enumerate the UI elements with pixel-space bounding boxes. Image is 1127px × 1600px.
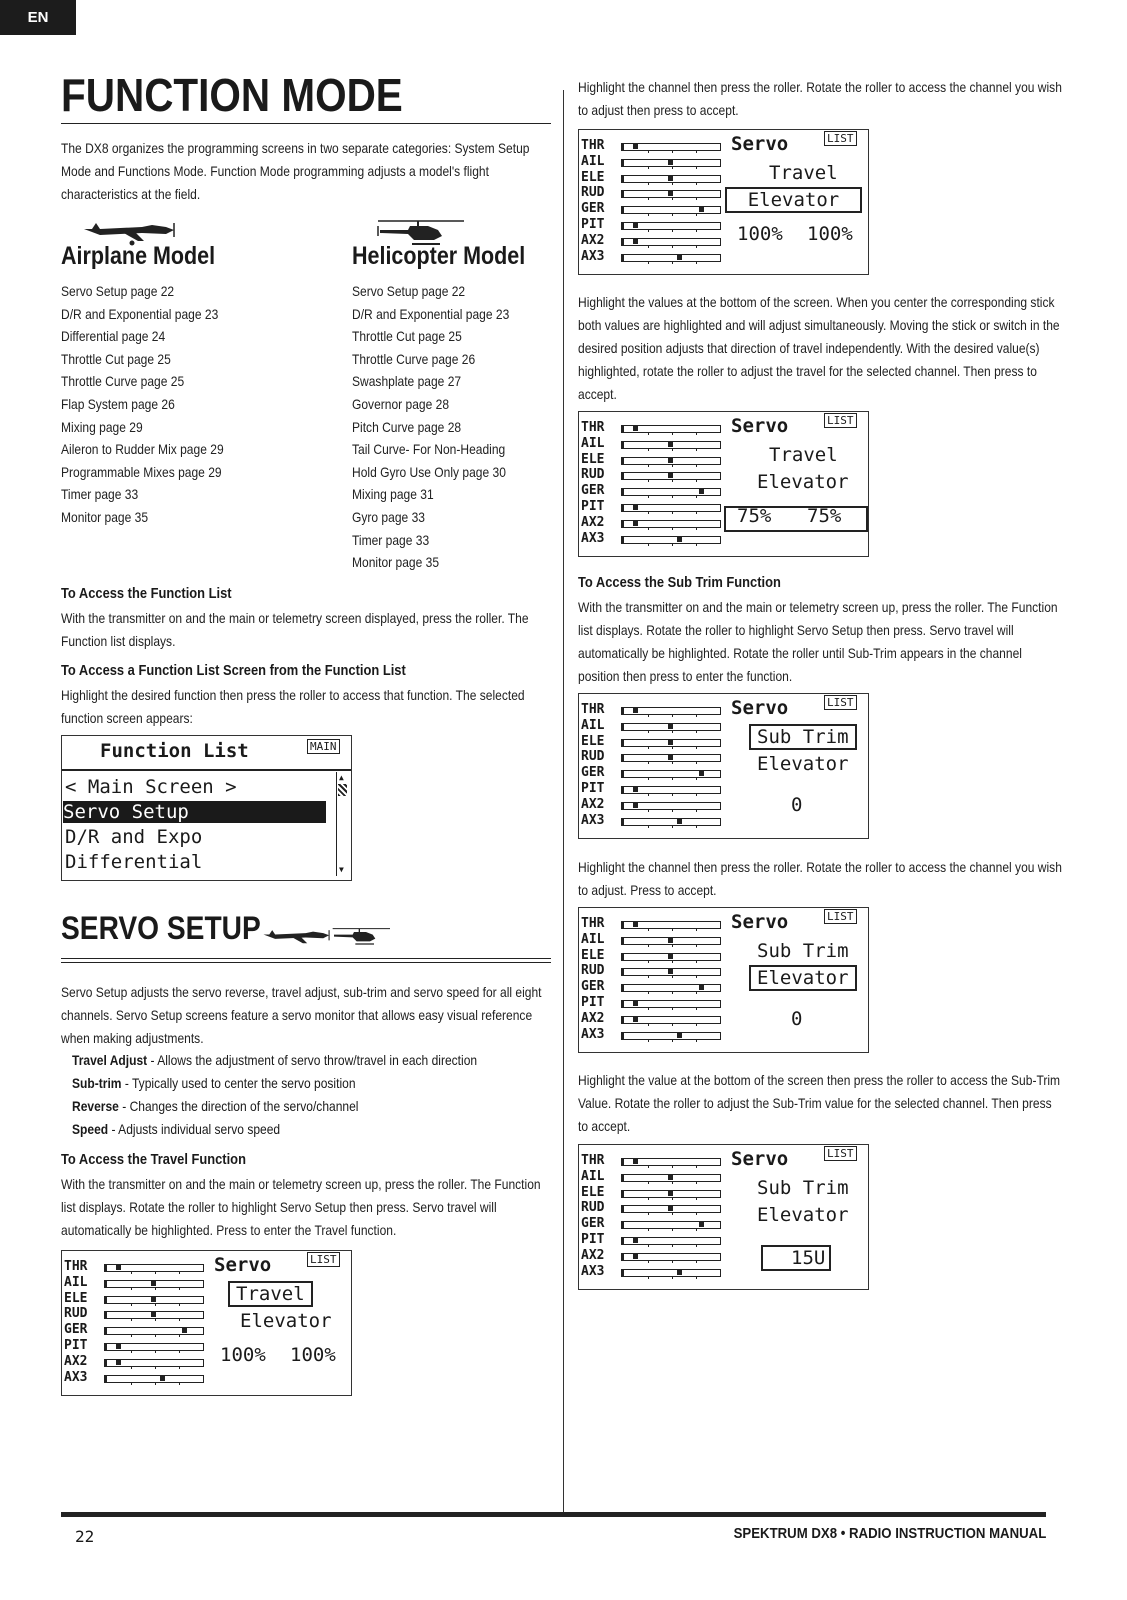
feature-sub-trim: Sub-trim - Typically used to center the servo position	[72, 1075, 356, 1091]
right-para-1: Highlight the channel then press the roller. Rotate the roller to access the channel you wish to adjust then press to accept.	[578, 79, 1062, 118]
channel-name: Elevator	[757, 1204, 849, 1226]
list-item: Gyro page 33	[352, 508, 425, 525]
channel-name: Elevator	[757, 471, 849, 493]
list-item: Mixing page 29	[61, 418, 143, 435]
channel-name: Elevator	[749, 965, 857, 991]
travel-function-heading: To Access the Travel Function	[61, 1151, 246, 1168]
channel-label: AIL	[581, 931, 605, 947]
servo-position-marker	[677, 1032, 682, 1038]
feature-travel-adjust: Travel Adjust - Allows the adjustment of servo throw/travel in each direction	[72, 1052, 478, 1068]
channel-label: PIT	[581, 781, 605, 796]
function-list-title: Function List	[100, 740, 249, 762]
right-para-2: Highlight the values at the bottom of the screen. When you center the corresponding stick both values are highlighted and will adjust simultaneously. Moving the stick or switch in the desired position adjusts that direction of travel independently. With the desired value(s) highlighted, rotate the roller to adjust the travel for the selected channel. Then press to accept.	[578, 294, 1060, 402]
servo-position-marker	[668, 1190, 673, 1196]
channel-label: GER	[581, 201, 605, 217]
servo-position-bar	[621, 707, 721, 715]
access-screen-heading: To Access a Function List Screen from the Function List	[61, 662, 406, 679]
travel-value-high: 100%	[290, 1344, 336, 1366]
servo-position-marker	[699, 488, 704, 494]
servo-title-rule-2	[61, 962, 551, 963]
feature-speed: Speed - Adjusts individual servo speed	[72, 1121, 281, 1137]
servo-position-marker	[151, 1280, 156, 1286]
servo-position-marker	[668, 441, 673, 447]
list-item: Pitch Curve page 28	[352, 418, 462, 435]
channel-label: AX3	[581, 248, 605, 264]
servo-position-marker	[668, 472, 673, 478]
servo-position-bar	[104, 1280, 204, 1288]
channel-label: RUD	[581, 1200, 605, 1216]
function-name: Sub Trim	[757, 1177, 849, 1199]
channel-label: AX2	[64, 1353, 88, 1369]
function-name: Travel	[769, 162, 838, 184]
function-name: Sub Trim	[757, 940, 849, 962]
channel-label: RUD	[581, 749, 605, 765]
scroll-up-icon: ▲	[339, 773, 344, 782]
channel-name: Elevator	[240, 1310, 332, 1332]
servo-title: Servo	[214, 1254, 272, 1276]
servo-position-bar	[621, 238, 721, 246]
servo-setup-intro: Servo Setup adjusts the servo reverse, travel adjust, sub-trim and servo speed for all eight channels. Servo Setup screens feature a servo monitor that allows easy visual reference when making adjustments.	[61, 984, 542, 1046]
list-item: D/R and Exponential page 23	[61, 305, 219, 322]
travel-value-high: 75%	[807, 505, 842, 527]
servo-position-bar	[621, 190, 721, 198]
servo-position-bar	[621, 1032, 721, 1040]
channel-label: THR	[581, 1153, 605, 1168]
channel-label: ELE	[581, 451, 605, 467]
servo-setup-title: SERVO SETUP	[61, 910, 261, 946]
list-tag: LIST	[824, 131, 857, 146]
channel-label: AX2	[581, 1247, 605, 1263]
servo-position-marker	[633, 1016, 638, 1022]
servo-position-bar	[621, 818, 721, 826]
servo-position-bar	[104, 1264, 204, 1272]
channel-label: PIT	[581, 1232, 605, 1247]
page-number: 22	[75, 1527, 95, 1546]
list-item: Throttle Curve page 26	[352, 350, 476, 367]
list-item: Timer page 33	[352, 531, 430, 548]
servo-position-marker	[116, 1343, 121, 1349]
servo-position-marker	[160, 1375, 165, 1381]
servo-position-marker	[633, 520, 638, 526]
servo-position-bar	[621, 739, 721, 747]
servo-position-bar	[621, 520, 721, 528]
airplane-model-heading: Airplane Model	[61, 242, 216, 270]
channel-label: AX3	[581, 530, 605, 546]
servo-position-bar	[621, 1190, 721, 1198]
servo-title: Servo	[731, 911, 789, 933]
travel-value-low: 100%	[220, 1344, 266, 1366]
list-item: D/R and Exponential page 23	[352, 305, 510, 322]
servo-travel-screen-3	[578, 411, 869, 557]
list-tag: LIST	[824, 909, 857, 924]
title-rule	[61, 123, 551, 124]
channel-label: AX2	[581, 1010, 605, 1026]
channel-label: ELE	[64, 1290, 88, 1306]
servo-position-bar	[104, 1343, 204, 1351]
column-divider	[563, 90, 564, 1513]
servo-position-bar	[621, 1205, 721, 1213]
servo-position-marker	[668, 175, 673, 181]
servo-position-marker	[633, 786, 638, 792]
helicopter-model-heading: Helicopter Model	[352, 242, 526, 270]
function-name: Sub Trim	[749, 724, 857, 750]
channel-label: GER	[581, 765, 605, 781]
servo-position-bar	[621, 472, 721, 480]
servo-position-marker	[116, 1359, 121, 1365]
list-item: Hold Gyro Use Only page 30	[352, 463, 506, 480]
channel-label: ELE	[581, 169, 605, 185]
servo-position-bar	[621, 1253, 721, 1261]
servo-position-bar	[621, 457, 721, 465]
helicopter-icon	[330, 924, 394, 948]
servo-position-marker	[633, 1237, 638, 1243]
access-function-list-text: With the transmitter on and the main or telemetry screen displayed, press the roller. The Function list displays.	[61, 610, 529, 649]
manual-title: SPEKTRUM DX8 • RADIO INSTRUCTION MANUAL	[733, 1525, 1046, 1542]
channel-label: AIL	[581, 717, 605, 733]
subtrim-value: 0	[791, 794, 803, 816]
channel-label: AIL	[581, 435, 605, 451]
servo-position-bar	[621, 254, 721, 262]
function-name: Travel	[769, 444, 838, 466]
channel-label: ELE	[581, 733, 605, 749]
scroll-down-icon: ▼	[339, 865, 344, 874]
channel-label: AX2	[581, 796, 605, 812]
servo-position-bar	[621, 953, 721, 961]
servo-position-marker	[668, 937, 673, 943]
access-screen-text: Highlight the desired function then press the roller to access that function. The selected function screen appears:	[61, 687, 525, 726]
servo-subtrim-screen-2	[578, 907, 869, 1053]
channel-label: ELE	[581, 1184, 605, 1200]
servo-position-bar	[621, 1158, 721, 1166]
servo-title-rule	[61, 958, 551, 959]
servo-position-marker	[633, 1000, 638, 1006]
airplane-icon	[262, 924, 332, 948]
servo-position-marker	[668, 968, 673, 974]
servo-position-bar	[621, 222, 721, 230]
servo-position-bar	[621, 159, 721, 167]
list-item: Swashplate page 27	[352, 373, 462, 390]
channel-label: AX3	[581, 812, 605, 828]
channel-label: AX3	[581, 1263, 605, 1279]
channel-label: THR	[581, 420, 605, 435]
servo-position-bar	[104, 1375, 204, 1383]
channel-label: GER	[581, 1216, 605, 1232]
channel-label: AX2	[581, 514, 605, 530]
travel-value-low: 75%	[737, 505, 772, 527]
right-para-3: With the transmitter on and the main or telemetry screen up, press the roller. The Function list displays. Rotate the roller to highlight Servo Setup then press. Servo travel will automatically be highlighted. Rotate the roller until Sub-Trim appears in the channel position then press to enter the function.	[578, 599, 1058, 684]
list-item: Aileron to Rudder Mix page 29	[61, 441, 224, 458]
servo-position-bar	[621, 968, 721, 976]
channel-label: GER	[581, 979, 605, 995]
channel-label: AX3	[64, 1369, 88, 1385]
servo-position-bar	[621, 206, 721, 214]
servo-position-bar	[621, 723, 721, 731]
servo-position-marker	[699, 770, 704, 776]
servo-position-marker	[633, 1158, 638, 1164]
list-item: Throttle Cut page 25	[352, 328, 462, 345]
servo-position-bar	[104, 1359, 204, 1367]
airplane-function-list	[61, 280, 224, 529]
channel-label: PIT	[581, 995, 605, 1010]
channel-label: GER	[64, 1322, 88, 1338]
scroll-thumb	[338, 784, 347, 796]
channel-label: THR	[64, 1259, 88, 1274]
servo-position-marker	[182, 1327, 187, 1333]
servo-position-bar	[104, 1296, 204, 1304]
servo-title: Servo	[731, 1148, 789, 1170]
language-tab: EN	[0, 0, 76, 35]
servo-position-marker	[699, 1221, 704, 1227]
footer-rule	[61, 1512, 1046, 1517]
servo-position-bar	[621, 937, 721, 945]
servo-position-marker	[633, 222, 638, 228]
channel-label: RUD	[64, 1306, 88, 1322]
servo-position-marker	[677, 1269, 682, 1275]
channel-label: AIL	[64, 1274, 88, 1290]
servo-position-marker	[668, 159, 673, 165]
travel-value-low: 100%	[737, 223, 783, 245]
function-name: Travel	[228, 1281, 313, 1307]
subtrim-value: 15U	[761, 1245, 831, 1271]
list-item: Monitor page 35	[61, 508, 149, 525]
channel-name: Elevator	[757, 753, 849, 775]
servo-position-marker	[633, 707, 638, 713]
channel-name: Elevator	[725, 187, 862, 213]
servo-position-bar	[621, 802, 721, 810]
subtrim-value: 0	[791, 1008, 803, 1030]
list-item: Tail Curve- For Non-Heading	[352, 441, 506, 458]
list-item: Timer page 33	[61, 486, 139, 503]
servo-position-bar	[621, 921, 721, 929]
list-item: Servo Setup page 22	[61, 283, 175, 299]
servo-position-bar	[621, 984, 721, 992]
list-tag: LIST	[307, 1252, 340, 1267]
servo-position-bar	[621, 1000, 721, 1008]
servo-position-bar	[104, 1311, 204, 1319]
list-item: Governor page 28	[352, 395, 450, 412]
servo-position-bar	[621, 425, 721, 433]
servo-position-bar	[621, 1174, 721, 1182]
servo-subtrim-screen-3	[578, 1144, 869, 1290]
channel-label: AX2	[581, 232, 605, 248]
right-para-5: Highlight the value at the bottom of the screen then press the roller to access the Sub-Trim Value. Rotate the roller to adjust the Sub-Trim value for the selected channel. Then press to accept.	[578, 1072, 1061, 1134]
servo-position-bar	[621, 1016, 721, 1024]
servo-position-marker	[668, 190, 673, 196]
subtrim-heading: To Access the Sub Trim Function	[578, 574, 781, 591]
channel-label: THR	[581, 702, 605, 717]
channel-label: PIT	[581, 499, 605, 514]
list-tag: LIST	[824, 413, 857, 428]
servo-position-bar	[621, 143, 721, 151]
channel-label: ELE	[581, 947, 605, 963]
servo-position-bar	[621, 504, 721, 512]
list-item: Throttle Cut page 25	[61, 350, 171, 367]
channel-label: RUD	[581, 467, 605, 483]
servo-title: Servo	[731, 133, 789, 155]
channel-label: THR	[581, 138, 605, 153]
servo-title: Servo	[731, 415, 789, 437]
servo-position-marker	[668, 1174, 673, 1180]
servo-position-bar	[621, 1221, 721, 1229]
helicopter-function-list	[352, 280, 509, 574]
list-tag: LIST	[824, 695, 857, 710]
servo-position-marker	[699, 984, 704, 990]
fl-item-differential: Differential	[65, 851, 203, 873]
servo-position-marker	[633, 1253, 638, 1259]
list-item: Mixing page 31	[352, 486, 434, 503]
servo-position-bar	[621, 488, 721, 496]
servo-position-marker	[668, 739, 673, 745]
servo-position-marker	[699, 206, 704, 212]
function-mode-title: FUNCTION MODE	[61, 69, 403, 121]
channel-label: PIT	[581, 217, 605, 232]
servo-position-marker	[668, 1205, 673, 1211]
servo-position-marker	[668, 754, 673, 760]
servo-travel-screen-1	[61, 1250, 352, 1396]
servo-position-marker	[668, 457, 673, 463]
servo-position-marker	[677, 536, 682, 542]
main-tag: MAIN	[307, 739, 340, 754]
servo-position-bar	[621, 175, 721, 183]
servo-position-marker	[633, 921, 638, 927]
channel-label: GER	[581, 483, 605, 499]
channel-label: RUD	[581, 185, 605, 201]
channel-label: RUD	[581, 963, 605, 979]
servo-subtrim-screen-1	[578, 693, 869, 839]
fl-item-dr-expo: D/R and Expo	[65, 826, 203, 848]
list-item: Monitor page 35	[352, 554, 440, 571]
servo-title: Servo	[731, 697, 789, 719]
access-function-list-heading: To Access the Function List	[61, 585, 232, 602]
feature-reverse: Reverse - Changes the direction of the servo/channel	[72, 1098, 359, 1114]
servo-position-marker	[633, 238, 638, 244]
channel-label: AIL	[581, 153, 605, 169]
servo-travel-screen-2	[578, 129, 869, 275]
servo-position-marker	[116, 1264, 121, 1270]
servo-position-marker	[677, 818, 682, 824]
servo-position-bar	[621, 1237, 721, 1245]
travel-function-text: With the transmitter on and the main or telemetry screen up, press the roller. The Function list displays. Rotate the roller to highlight Servo Setup then press. Servo travel will automatically be highlighted. Press to enter the Travel function.	[61, 1176, 541, 1238]
servo-position-bar	[621, 786, 721, 794]
servo-position-bar	[621, 770, 721, 778]
channel-label: AIL	[581, 1168, 605, 1184]
list-item: Flap System page 26	[61, 395, 175, 412]
right-para-4: Highlight the channel then press the roller. Rotate the roller to access the channel you wish to adjust. Press to accept.	[578, 859, 1062, 898]
servo-position-marker	[677, 254, 682, 260]
servo-position-bar	[104, 1327, 204, 1335]
travel-value-high: 100%	[807, 223, 853, 245]
servo-position-marker	[668, 723, 673, 729]
servo-position-bar	[621, 536, 721, 544]
servo-position-marker	[633, 802, 638, 808]
servo-position-marker	[633, 504, 638, 510]
function-list-screen	[61, 735, 352, 881]
lcd-separator	[62, 769, 351, 771]
function-mode-intro: The DX8 organizes the programming screens in two separate categories: System Setup Mode and Functions Mode. Function Mode programming adjusts a model's flight characteristics at the field.	[61, 140, 530, 202]
list-item: Throttle Curve page 25	[61, 373, 185, 390]
servo-position-bar	[621, 754, 721, 762]
list-item: Programmable Mixes page 29	[61, 463, 222, 480]
servo-position-bar	[621, 441, 721, 449]
list-tag: LIST	[824, 1146, 857, 1161]
servo-position-marker	[633, 143, 638, 149]
fl-item-servo-setup: Servo Setup	[63, 801, 326, 823]
servo-position-marker	[633, 425, 638, 431]
list-item: Servo Setup page 22	[352, 283, 466, 299]
servo-position-marker	[151, 1296, 156, 1302]
channel-label: PIT	[64, 1338, 88, 1353]
channel-label: THR	[581, 916, 605, 931]
channel-label: AX3	[581, 1026, 605, 1042]
list-item: Differential page 24	[61, 328, 166, 345]
servo-position-marker	[668, 953, 673, 959]
servo-position-marker	[151, 1311, 156, 1317]
scrollbar	[336, 772, 348, 876]
fl-item-main-screen: < Main Screen >	[65, 776, 237, 798]
servo-position-bar	[621, 1269, 721, 1277]
